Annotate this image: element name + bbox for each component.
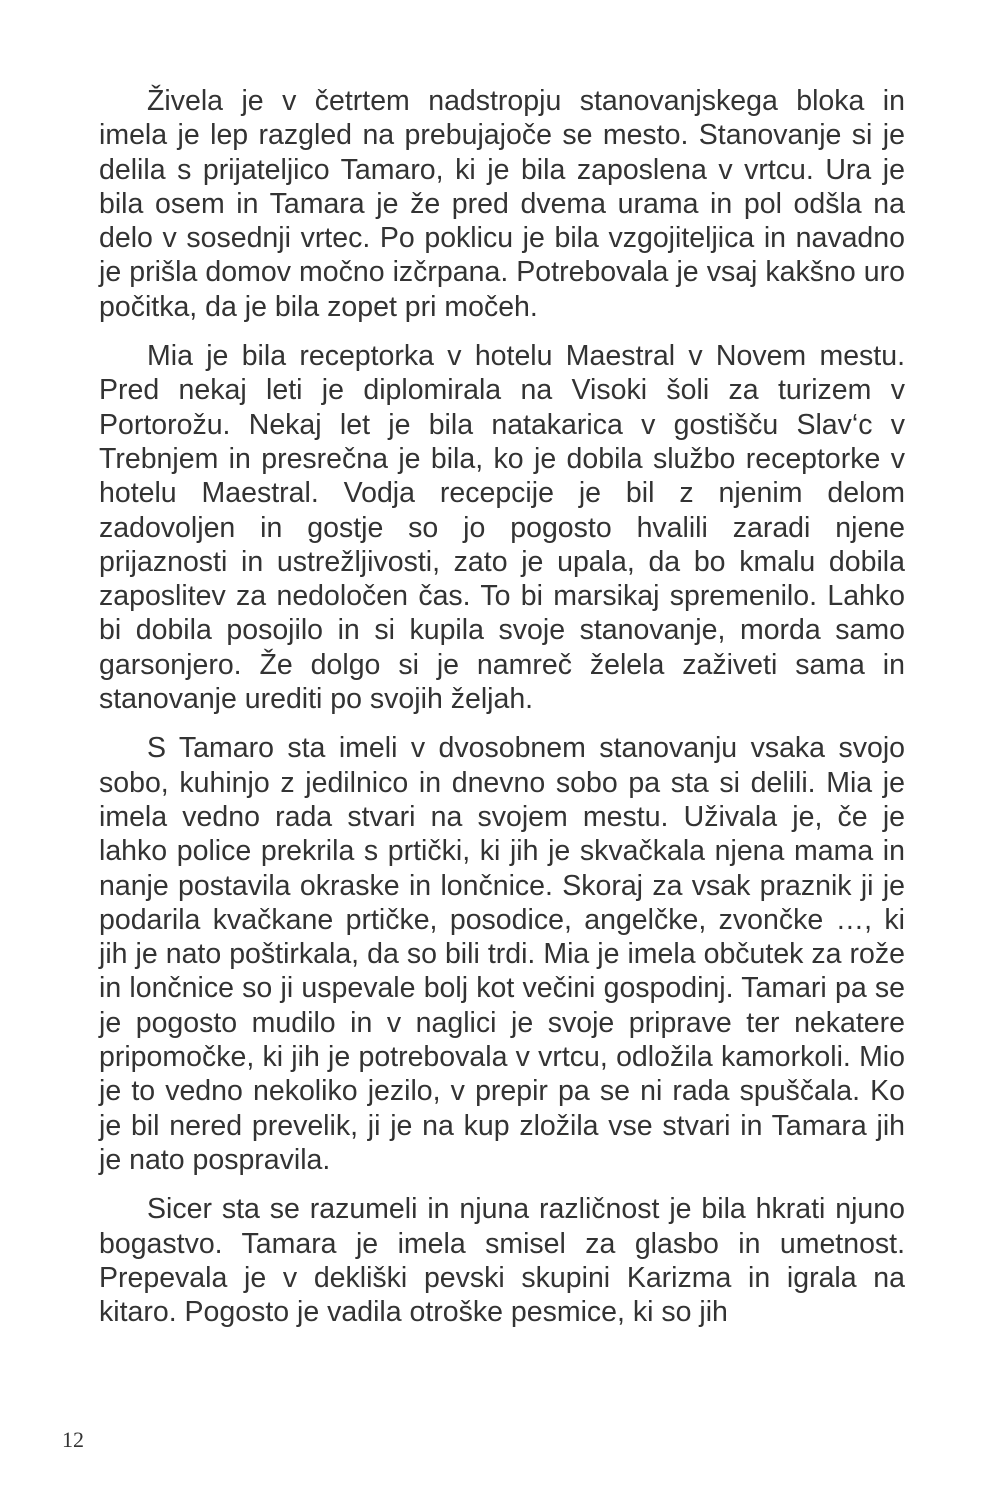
paragraph-3: S Tamaro sta imeli v dvosobnem stanovanju vsaka svojo sobo, kuhinjo z jedilnico in dnevno sobo pa sta si delili. Mia je imela vedno rada stvari na svojem mestu. Uživala je, če je lahko police prekrila s prtički, ki jih je skvačkala njena mama in nanje postavila okraske in lončnice. Skoraj za vsak praznik ji je podarila kvačkane prtičke, posodice, angelčke, zvončke …, ki jih je nato poštirkala, da so bili trdi. Mia je imela občutek za rože in lončnice so ji uspevale bolj kot večini gospodinj. Tamari pa se je pogosto mudilo in v naglici je svoje priprave ter nekatere pripomočke, ki jih je potrebovala v vrtcu, odložila kamorkoli. Mio je to vedno nekoliko jezilo, v prepir pa se ni rada spuščala. Ko je bil nered prevelik, ji je na kup zložila vse stvari in Tamara jih je nato pospravila. [99,732,905,1176]
page-number: 12 [62,1427,84,1452]
page-body [99,84,905,1344]
paragraph-1: Živela je v četrtem nadstropju stanovanjskega bloka in imela je lep razgled na prebujajoče se mesto. Stanovanje si je delila s prijateljico Tamaro, ki je bila zaposlena v vrtcu. Ura je bila osem in Tamara je že pred dvema urama in pol odšla na delo v sosednji vrtec. Po poklicu je bila vzgojiteljica in navadno je prišla domov močno izčrpana. Potrebovala je vsaj kakšno uro počitka, da je bila zopet pri močeh. [99,85,905,323]
paragraph-2: Mia je bila receptorka v hotelu Maestral v Novem mestu. Pred nekaj leti je diplomirala na Visoki šoli za turizem v Portorožu. Nekaj let je bila natakarica v gostišču Slav‘c v Trebnjem in presrečna je bila, ko je dobila službo receptorke v hotelu Maestral. Vodja recepcije je bil z njenim delom zadovoljen in gostje so jo pogosto hvalili zaradi njene prijaznosti in ustrežljivosti, zato je upala, da bo kmalu dobila zaposlitev za nedoločen čas. To bi marsikaj spremenilo. Lahko bi dobila posojilo in si kupila svoje stanovanje, morda samo garsonjero. Že dolgo si je namreč želela zaživeti sama in stanovanje urediti po svojih željah. [99,340,905,716]
paragraph-4: Sicer sta se razumeli in njuna različnost je bila hkrati njuno bogastvo. Tamara je imela smisel za glasbo in umetnost. Prepevala je v dekliški pevski skupini Karizma in igrala na kitaro. Pogosto je vadila otroške pesmice, ki so jih [99,1193,905,1329]
